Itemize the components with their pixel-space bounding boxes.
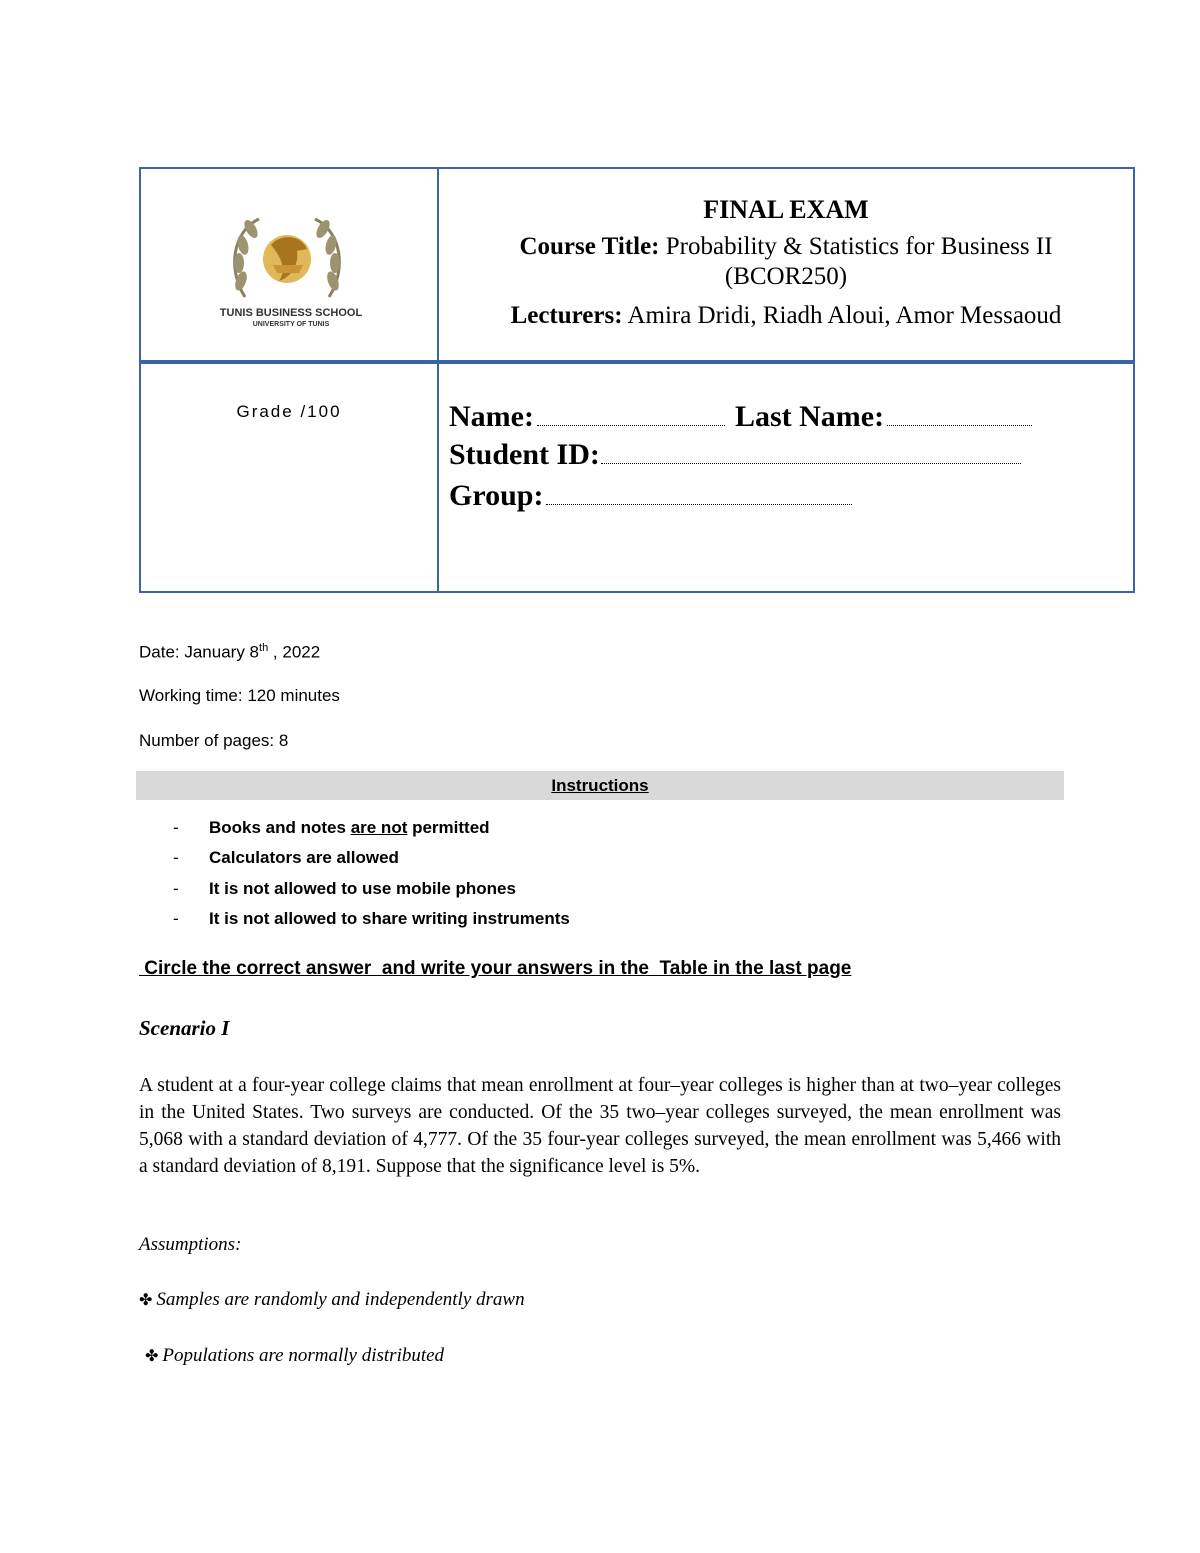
- assumptions-label: Assumptions:: [139, 1234, 242, 1255]
- assumption-item: ✤ Samples are randomly and independently drawn: [139, 1289, 525, 1310]
- last-name-field[interactable]: [887, 424, 1032, 426]
- grade-cell: [141, 364, 437, 591]
- scenario-title: Scenario I: [139, 1016, 230, 1040]
- name-row: [449, 400, 1042, 434]
- exam-date: Date: January 8th , 2022: [139, 642, 321, 662]
- instructions-heading: Instructions: [136, 771, 1064, 800]
- logo-cell: [141, 169, 437, 360]
- lecturers-names: Amira Dridi, Riadh Aloui, Amor Messaoud: [627, 302, 1062, 329]
- group-field[interactable]: [546, 503, 852, 505]
- answer-instruction-note: Circle the correct answer and write your answers in the Table in the last page: [139, 958, 852, 979]
- instruction-item: - It is not allowed to use mobile phones: [173, 879, 516, 898]
- lecturers-line: [439, 302, 1133, 330]
- last-name-label: Last Name:: [734, 400, 885, 433]
- eagle-emblem-icon: [263, 235, 311, 283]
- student-id-field[interactable]: [601, 462, 1021, 464]
- working-time: Working time: 120 minutes: [139, 686, 340, 705]
- student-id-label: Student ID:: [449, 438, 600, 471]
- page-count: Number of pages: 8: [139, 731, 289, 750]
- lecturers-label: Lecturers:: [510, 302, 623, 329]
- bullet-icon: ✤: [145, 1348, 159, 1365]
- assumption-item: ✤ Populations are normally distributed: [145, 1345, 445, 1366]
- exam-title: FINAL EXAM: [703, 195, 869, 224]
- course-title-line: [439, 232, 1133, 292]
- name-field[interactable]: [537, 424, 725, 426]
- tunis-business-school-logo: [141, 169, 437, 360]
- instruction-item: - Books and notes are not permitted: [173, 818, 490, 837]
- student-info-cell: [439, 364, 1133, 591]
- logo-subtitle: UNIVERSITY OF TUNIS: [252, 321, 330, 328]
- bullet-icon: ✤: [139, 1292, 153, 1309]
- name-label: Name:: [449, 400, 534, 433]
- exam-header-table: [139, 167, 1135, 593]
- course-name: Probability & Statistics for Business II: [665, 233, 1053, 260]
- grade-label: Grade /100: [236, 402, 342, 421]
- student-id-row: [449, 438, 1031, 472]
- instruction-item: - Calculators are allowed: [173, 848, 399, 867]
- course-code: (BCOR250): [724, 263, 848, 290]
- instruction-item: - It is not allowed to share writing instruments: [173, 909, 570, 928]
- scenario-description: A student at a four-year college claims that mean enrollment at four–year colleges is higher than at two–year colleges in the United States. Two surveys are conducted. Of the 35 two–year colleges surveyed, the mean enrollment was 5,068 with a standard deviation of 4,777. Of the 35 four-year colleges surveyed, the mean enrollment was 5,466 with a standard deviation of 8,191. Suppose that the significance level is 5%.: [139, 1075, 1061, 1177]
- group-row: [449, 479, 862, 513]
- exam-title-cell: [439, 169, 1133, 360]
- group-label: Group:: [449, 479, 544, 512]
- course-title-label: Course Title:: [519, 233, 660, 260]
- logo-title: TUNIS BUSINESS SCHOOL: [219, 307, 363, 319]
